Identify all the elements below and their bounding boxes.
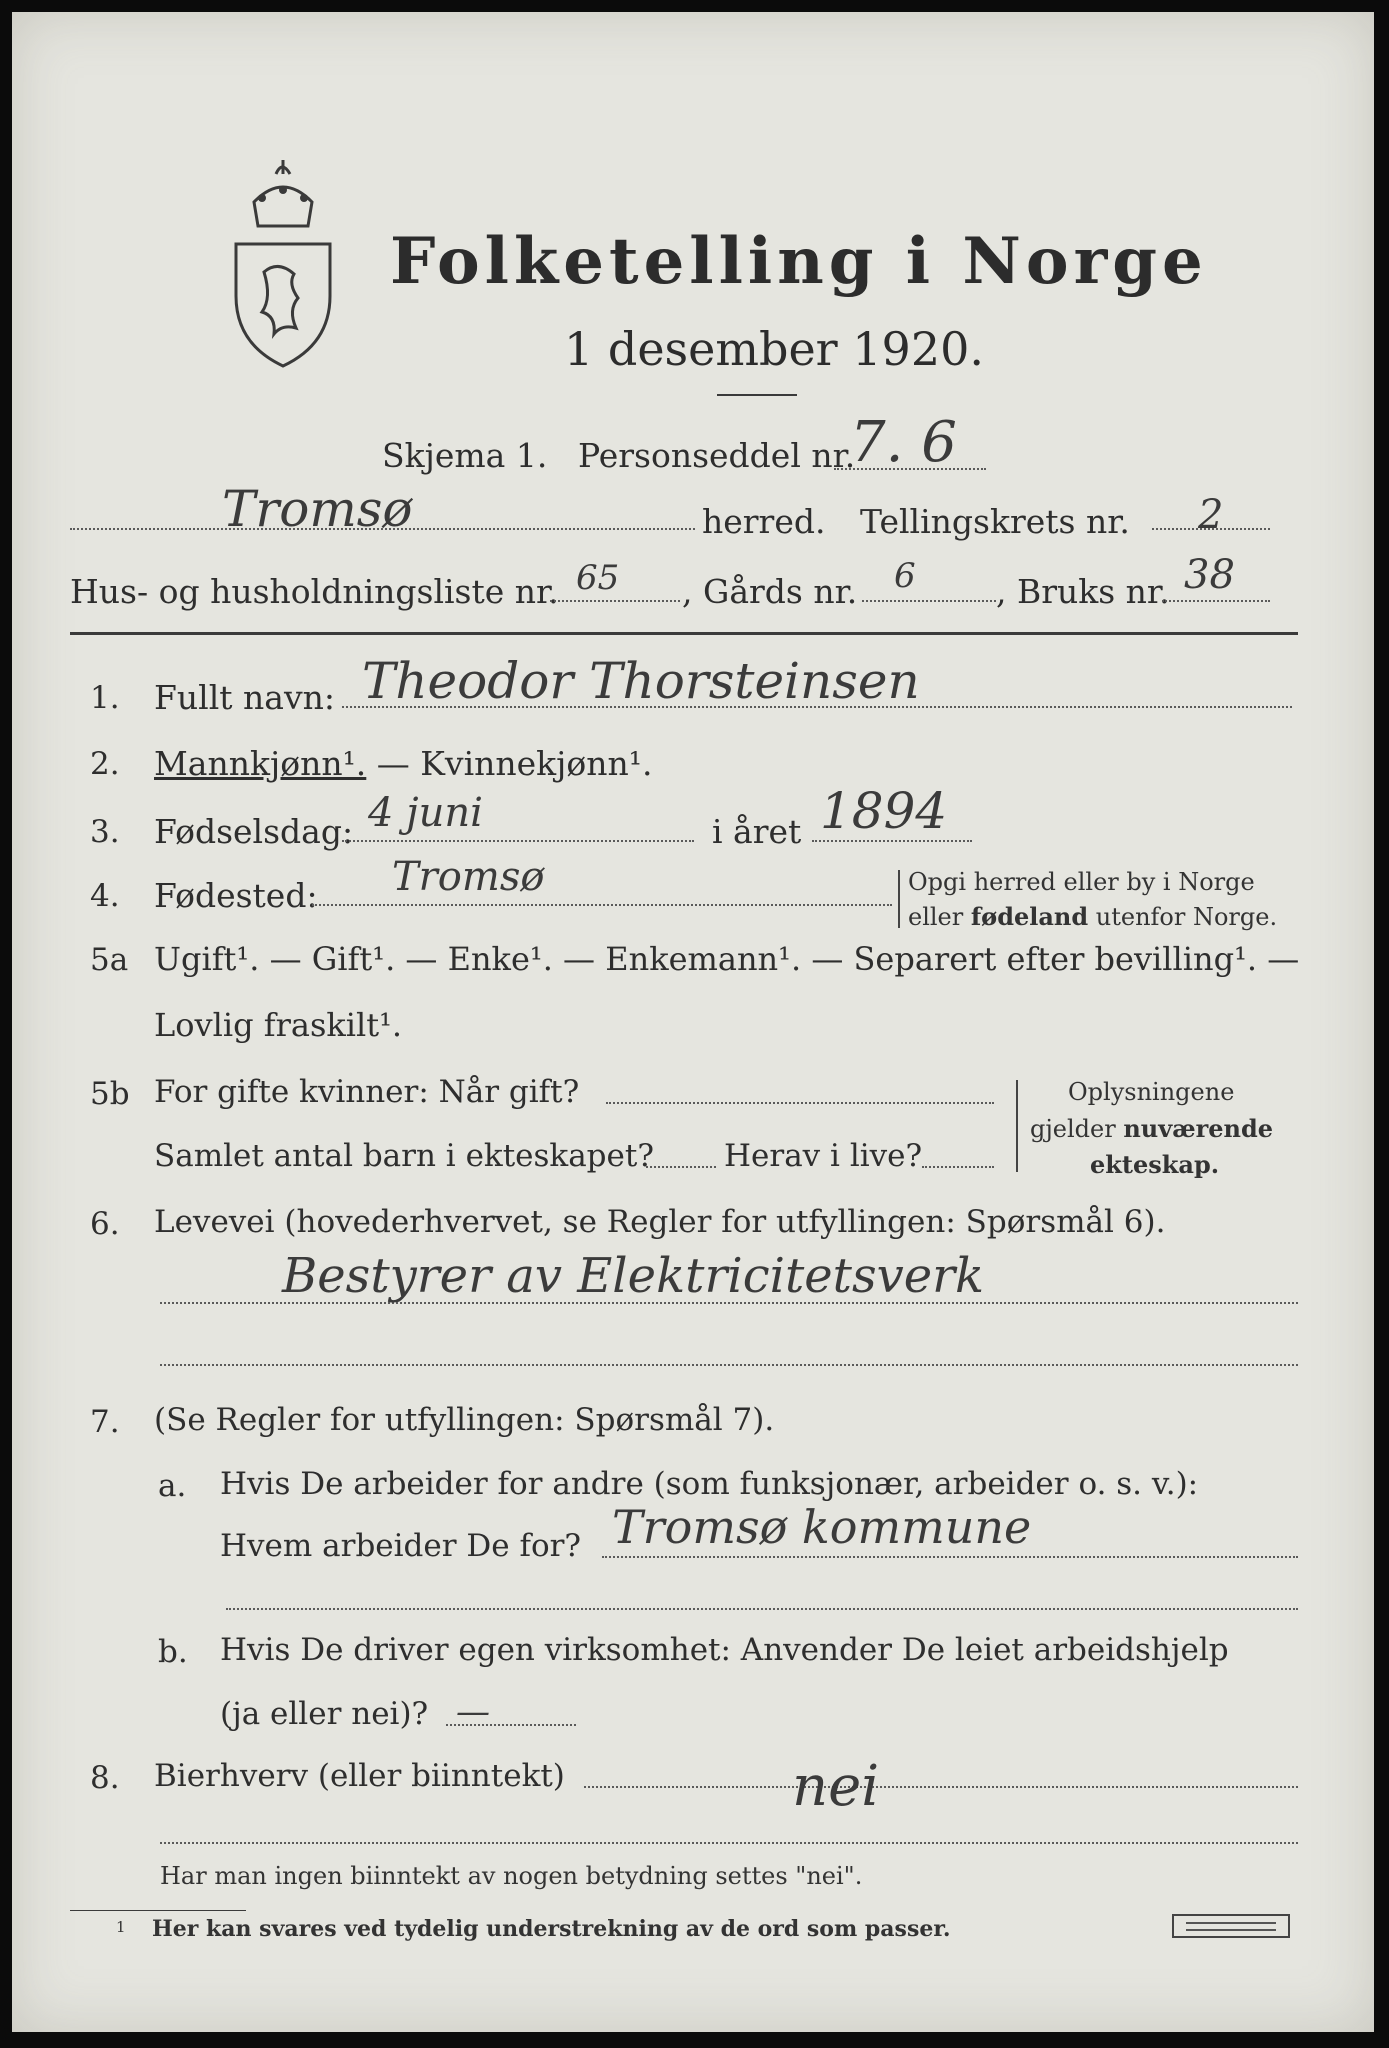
q5b-note-brace — [1016, 1080, 1018, 1172]
q4-value[interactable]: Tromsø — [392, 854, 545, 900]
q7a-line1: Hvis De arbeider for andre (som funksjonær, arbeider o. s. v.): — [220, 1466, 1199, 1502]
hus-label: Hus- og husholdningsliste nr. — [70, 572, 559, 611]
hus-line — [550, 600, 680, 602]
gards-value[interactable]: 6 — [894, 556, 916, 596]
q3-year-label: i året — [712, 812, 802, 851]
q7b-line2: (ja eller nei)? — [220, 1696, 429, 1732]
q5a-number: 5a — [90, 942, 129, 978]
personseddel-label: Personseddel nr. — [578, 436, 856, 475]
q8-value[interactable]: nei — [792, 1754, 880, 1819]
q8-label: Bierhverv (eller biinntekt) — [154, 1758, 565, 1794]
bruks-label: , Bruks nr. — [996, 572, 1170, 611]
q7a-line2: Hvem arbeider De for? — [220, 1528, 582, 1564]
q8-line2 — [160, 1842, 1298, 1844]
q6-label: Levevei (hovederhvervet, se Regler for utfyllingen: Spørsmål 6). — [154, 1204, 1166, 1240]
title-divider — [717, 394, 797, 396]
footnote-rule — [70, 1910, 246, 1911]
q5b-children-label: Samlet antal barn i ekteskapet? — [154, 1138, 654, 1174]
q7a-value[interactable]: Tromsø kommune — [612, 1500, 1032, 1554]
footnote-text: Her kan svares ved tydelig understrekning av de ord som passer. — [152, 1916, 951, 1942]
q3-number: 3. — [90, 814, 120, 850]
herred-value[interactable]: Tromsø — [222, 480, 413, 538]
schema-label: Skjema 1. — [382, 436, 548, 475]
form-title: Folketelling i Norge — [390, 224, 1208, 299]
gards-line — [862, 600, 996, 602]
q5a-options-line2[interactable]: Lovlig fraskilt¹. — [154, 1006, 403, 1044]
q7b-value[interactable]: — — [456, 1692, 490, 1732]
personseddel-value[interactable]: 7. 6 — [850, 410, 957, 475]
q4-note-line2: eller fødeland utenfor Norge. — [908, 902, 1278, 931]
q4-note-brace — [898, 870, 900, 928]
q5b-note-line3: ekteskap. — [1090, 1150, 1220, 1179]
q5b-married-label: For gifte kvinner: Når gift? — [154, 1074, 580, 1110]
q6-value[interactable]: Bestyrer av Elektricitetsverk — [282, 1248, 985, 1304]
q5a-options[interactable]: Ugift¹. — Gift¹. — Enke¹. — Enkemann¹. — Separert efter bevilling¹. — — [154, 940, 1300, 978]
hus-value[interactable]: 65 — [576, 558, 620, 598]
q5b-children-line — [646, 1166, 716, 1168]
footnote-mark: 1 — [116, 1918, 126, 1936]
tellingskrets-value[interactable]: 2 — [1198, 492, 1224, 538]
q5b-note-line1: Oplysningene — [1068, 1078, 1235, 1106]
q4-note-line1: Opgi herred eller by i Norge — [908, 868, 1255, 896]
q3-day-line — [342, 840, 694, 842]
q1-value[interactable]: Theodor Thorsteinsen — [362, 652, 920, 710]
q3-label: Fødselsdag: — [154, 812, 354, 851]
q5b-note-line2: gjelder nuværende — [1030, 1114, 1274, 1143]
q2-number: 2. — [90, 746, 120, 782]
q5b-alive-line — [922, 1166, 994, 1168]
census-form — [12, 12, 1374, 2032]
q4-label: Fødested: — [154, 876, 318, 915]
q8-number: 8. — [90, 1760, 120, 1796]
q2-options — [154, 744, 653, 783]
q3-year-line — [812, 840, 972, 842]
q7b-line1: Hvis De driver egen virksomhet: Anvender De leiet arbeidshjelp — [220, 1632, 1229, 1668]
herred-label: herred. — [702, 502, 826, 541]
biinntekt-note: Har man ingen biinntekt av nogen betydning settes "nei". — [160, 1862, 863, 1890]
bruks-value[interactable]: 38 — [1184, 552, 1235, 598]
header-rule — [70, 632, 1298, 635]
q7-label: (Se Regler for utfyllingen: Spørsmål 7). — [154, 1402, 775, 1438]
gards-label: , Gårds nr. — [682, 572, 858, 611]
bruks-line — [1162, 600, 1270, 602]
printer-stamp-icon — [1172, 1914, 1290, 1938]
q4-line — [312, 904, 892, 906]
q4-number: 4. — [90, 878, 120, 914]
q7a-line2-dots — [226, 1608, 1298, 1610]
census-date: 1 desember 1920. — [564, 322, 984, 376]
q2-separator: — — [366, 744, 421, 783]
q5b-number: 5b — [90, 1076, 130, 1112]
q1-number: 1. — [90, 680, 120, 716]
q2-female-option[interactable]: Kvinnekjønn¹. — [420, 744, 653, 783]
tellingskrets-label: Tellingskrets nr. — [860, 502, 1130, 541]
q6-line2 — [160, 1364, 1298, 1366]
q8-line1 — [584, 1786, 1298, 1788]
q6-number: 6. — [90, 1206, 120, 1242]
norway-coat-of-arms-icon — [224, 152, 342, 372]
q7b-letter: b. — [158, 1634, 188, 1670]
q7a-line — [602, 1556, 1298, 1558]
q3-day-value[interactable]: 4 juni — [368, 790, 483, 836]
q2-male-option[interactable]: Mannkjønn¹. — [154, 744, 367, 783]
q5b-alive-label: Herav i live? — [724, 1138, 923, 1174]
q7a-letter: a. — [158, 1468, 187, 1504]
q7-number: 7. — [90, 1404, 120, 1440]
q3-year-value[interactable]: 1894 — [820, 782, 948, 840]
q1-label: Fullt navn: — [154, 678, 335, 717]
q5b-married-line — [606, 1102, 994, 1104]
